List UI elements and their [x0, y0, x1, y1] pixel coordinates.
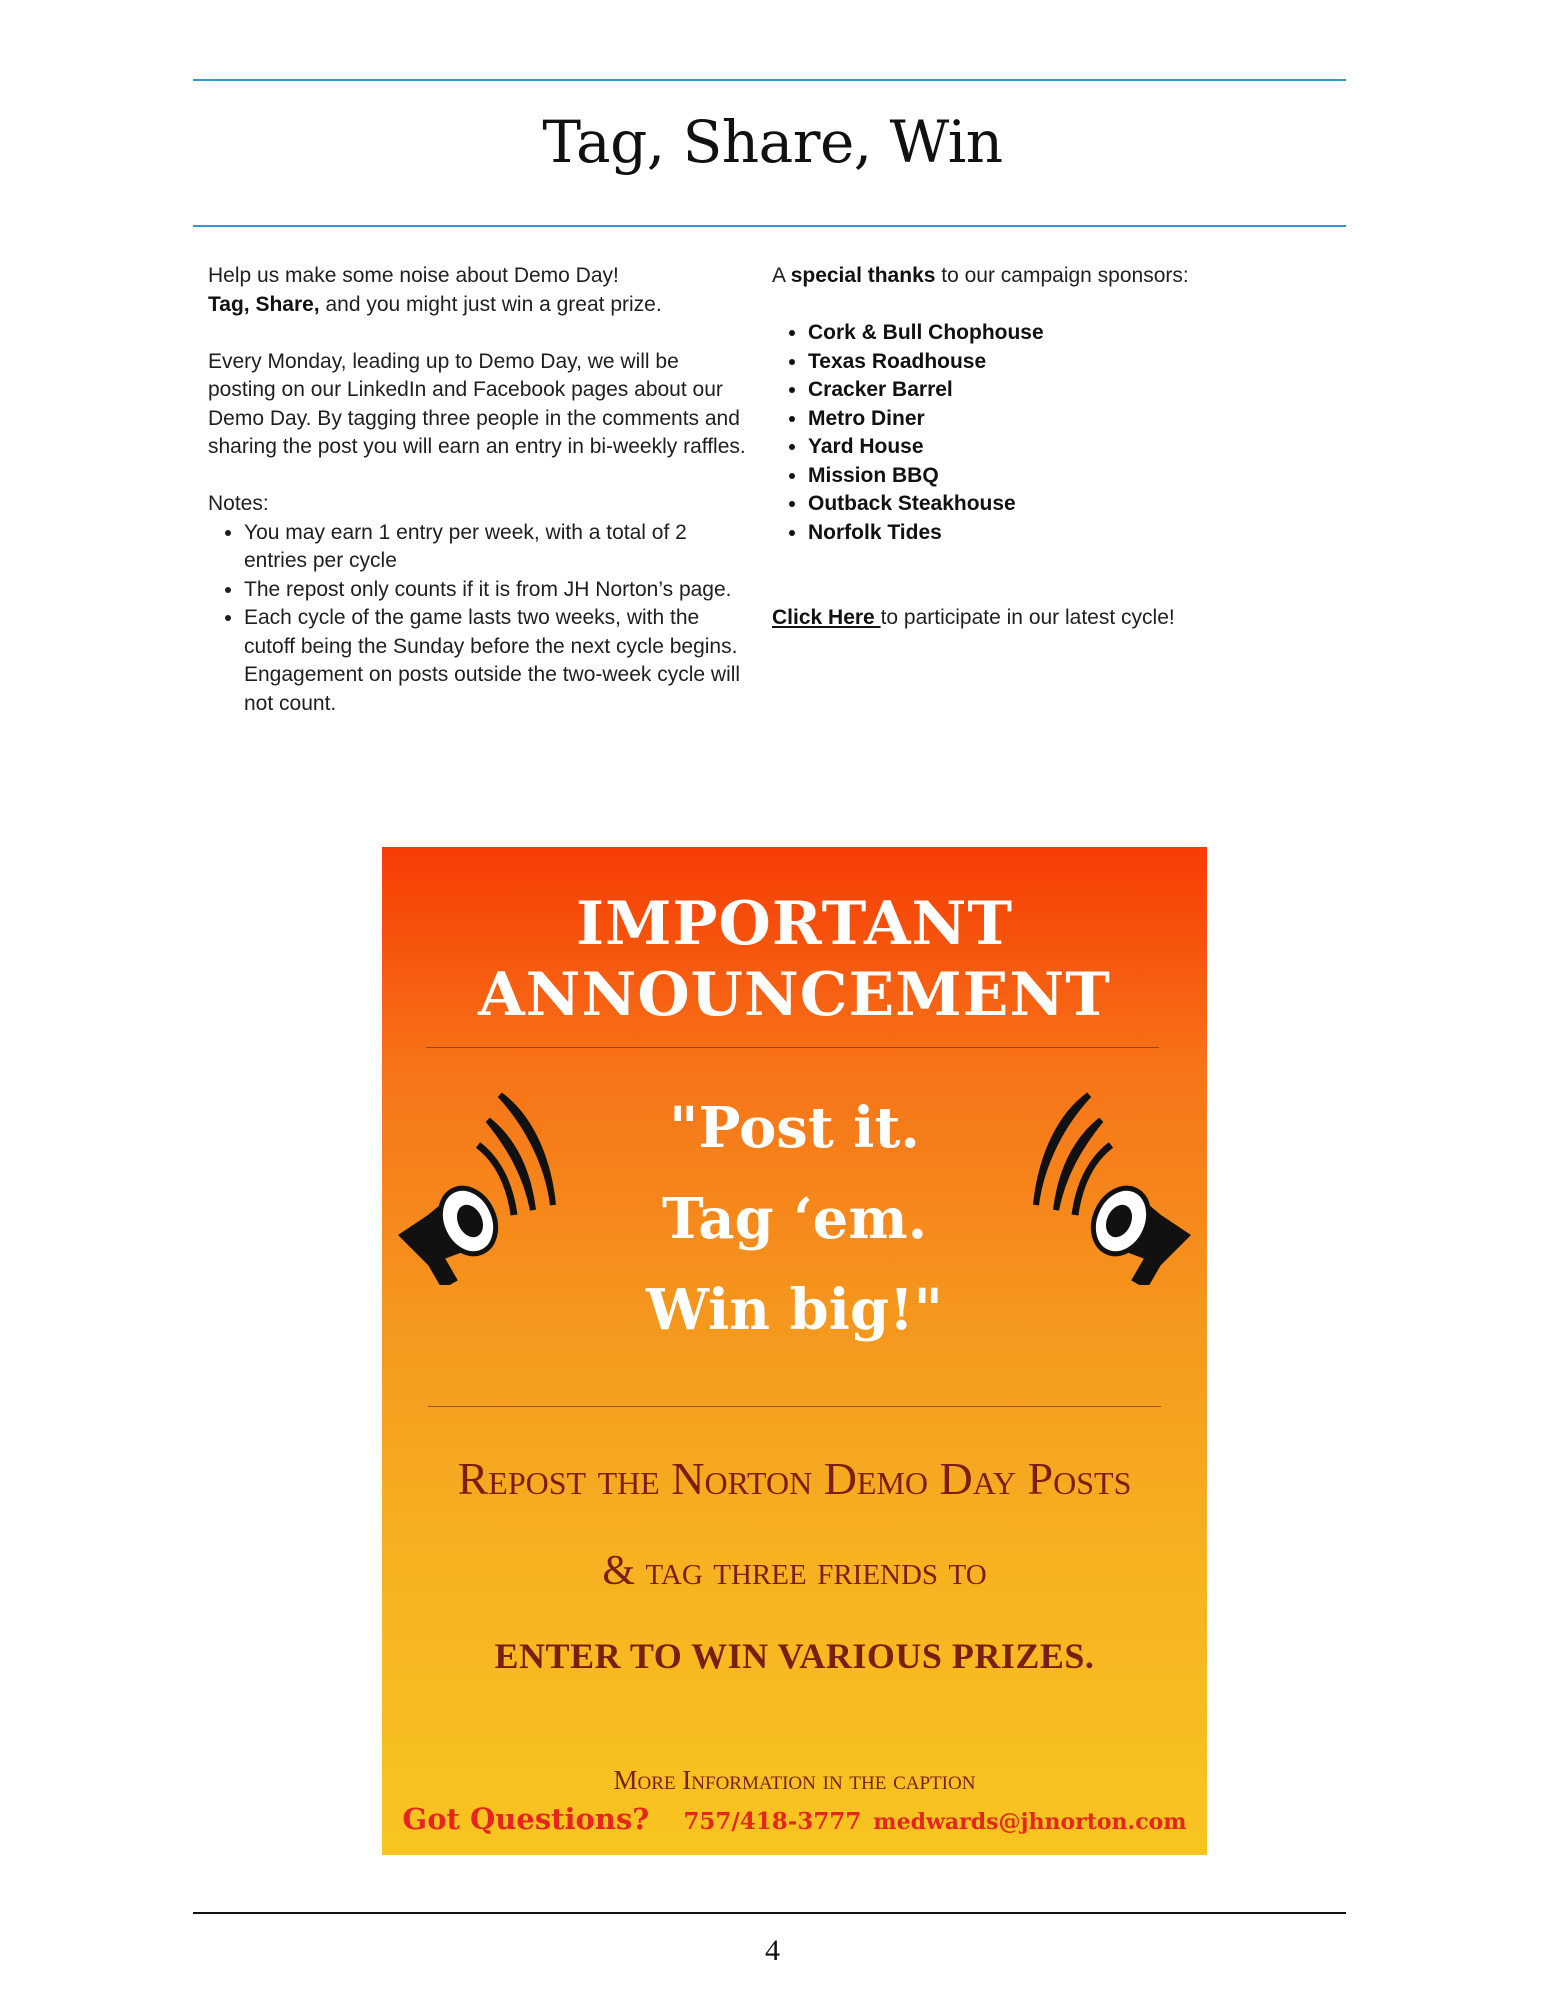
page-number: 4	[765, 1934, 780, 1967]
sponsor-item: • Mission BBQ	[808, 462, 1332, 491]
notes-label: Notes:	[208, 492, 269, 515]
note-item: • Each cycle of the game lasts two weeks, with the cutoff being the Sunday before the next cycle begins. Engagement on posts outside the two-week cycle will not count.	[244, 604, 748, 718]
sponsor-item: • Norfolk Tides	[808, 519, 1332, 548]
poster-contact	[382, 1802, 1207, 1836]
right-column	[772, 262, 1332, 633]
intro-line-2: and you might just win a great prize.	[319, 292, 662, 316]
poster-headline-1: IMPORTANT	[575, 889, 1014, 959]
thanks-suffix: to our campaign sponsors:	[935, 264, 1189, 287]
sponsor-item: • Metro Diner	[808, 405, 1332, 434]
intro-bold: Tag, Share,	[208, 292, 320, 316]
thanks-prefix: A	[772, 264, 791, 287]
note-item: • The repost only counts if it is from JH Norton’s page.	[244, 576, 748, 605]
poster-email: medwards@jhnorton.com	[873, 1809, 1187, 1835]
thanks-bold: special thanks	[790, 264, 936, 287]
click-here-link[interactable]: Click Here	[772, 606, 881, 629]
poster-questions: Got Questions?	[402, 1802, 650, 1836]
poster-divider	[428, 1406, 1161, 1407]
poster-quote-3: Win big!"	[646, 1277, 943, 1343]
sponsor-item: • Yard House	[808, 433, 1332, 462]
note-item: • You may earn 1 entry per week, with a total of 2 entries per cycle	[244, 519, 748, 576]
participate-text	[772, 604, 1332, 633]
poster-enter-line: ENTER TO WIN VARIOUS PRIZES.	[494, 1636, 1095, 1676]
poster-repost-line: Repost the Norton Demo Day Posts	[457, 1453, 1132, 1504]
page-title: Tag, Share, Win	[542, 108, 1003, 176]
sponsor-item: • Texas Roadhouse	[808, 348, 1332, 377]
announcement-poster	[382, 847, 1207, 1855]
sponsor-item: • Cracker Barrel	[808, 376, 1332, 405]
poster-tag-line: & tag three friends to	[602, 1548, 987, 1594]
thanks-text	[772, 262, 1332, 291]
sponsor-list	[772, 319, 1332, 547]
participate-suffix: to participate in our latest cycle!	[880, 606, 1175, 629]
left-column	[208, 262, 748, 718]
poster-divider	[426, 1047, 1159, 1048]
poster-phone: 757/418-3777	[683, 1808, 862, 1835]
intro-line-1: Help us make some noise about Demo Day!	[208, 264, 619, 287]
sponsor-item: • Cork & Bull Chophouse	[808, 319, 1332, 348]
poster-more-info: More Information in the caption	[613, 1765, 976, 1795]
poster-quote-1: "Post it.	[669, 1095, 920, 1161]
top-divider	[193, 79, 1346, 81]
poster-headline-2: ANNOUNCEMENT	[478, 960, 1111, 1030]
title-divider	[193, 225, 1346, 227]
poster-quote-2: Tag ‘em.	[661, 1186, 928, 1252]
intro-text	[208, 262, 748, 319]
notes-list	[208, 519, 748, 719]
footer-divider	[193, 1912, 1346, 1914]
raffle-paragraph: Every Monday, leading up to Demo Day, we will be posting on our LinkedIn and Facebook pages about our Demo Day. By tagging three people in the comments and sharing the post you will earn an entry in bi-weekly raffles.	[208, 349, 746, 458]
sponsor-item: • Outback Steakhouse	[808, 490, 1332, 519]
